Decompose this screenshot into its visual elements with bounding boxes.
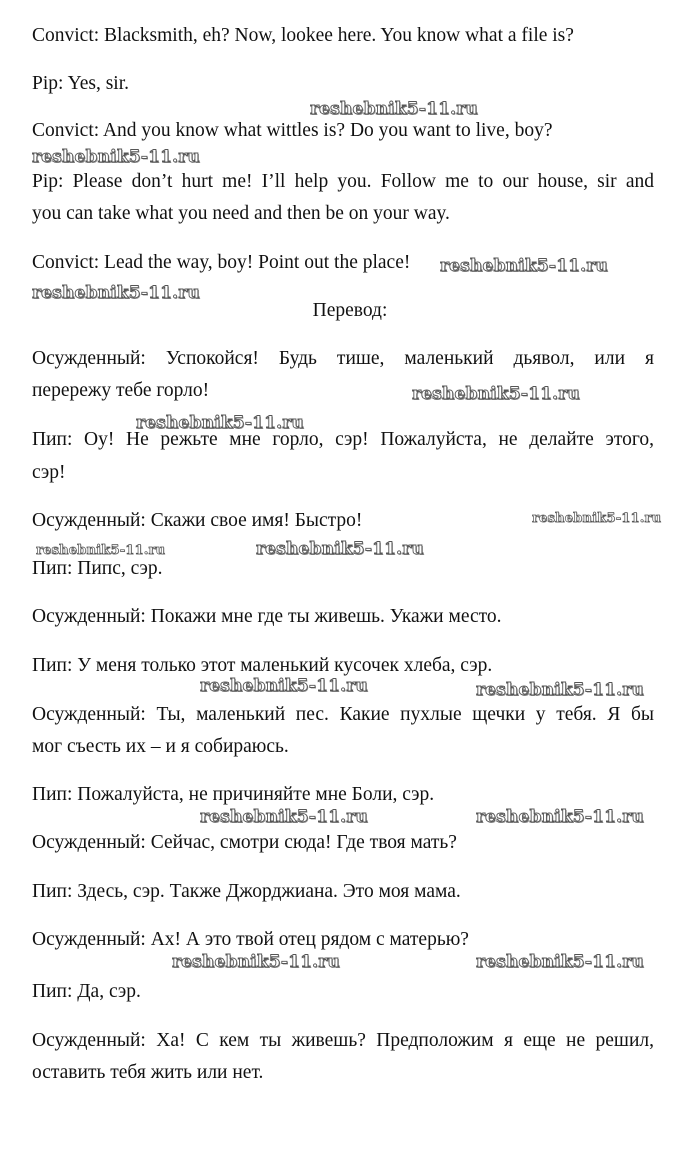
watermark: reshebnik5-11.ru xyxy=(440,256,608,276)
watermark: reshebnik5-11.ru xyxy=(476,807,644,827)
text-line: Пип: У меня только этот маленький кусочек хлеба, сэр. xyxy=(32,655,493,676)
watermark: reshebnik5-11.ru xyxy=(36,543,166,558)
text-line: Осужденный: Покажи мне где ты живешь. Укажи место. xyxy=(32,606,502,627)
text-line: Осужденный: Ты, маленький пес. Какие пухлые щечки у тебя. Я бы xyxy=(32,704,654,725)
translation-heading: Перевод: xyxy=(312,300,388,321)
text-line: Pip: Please don’t hurt me! I’ll help you. Follow me to our house, sir and xyxy=(32,171,654,192)
watermark: reshebnik5-11.ru xyxy=(200,807,368,827)
watermark: reshebnik5-11.ru xyxy=(532,511,662,526)
watermark: reshebnik5-11.ru xyxy=(136,413,304,433)
text-line: перережу тебе горло! xyxy=(32,380,210,401)
text-line: Осужденный: Ах! А это твой отец рядом с матерью? xyxy=(32,929,469,950)
text-line: Осужденный: Ха! С кем ты живешь? Предположим я еще не решил, xyxy=(32,1030,654,1051)
text-line: Осужденный: Скажи свое имя! Быстро! xyxy=(32,510,363,531)
watermark: reshebnik5-11.ru xyxy=(32,147,200,167)
text-line: you can take what you need and then be on your way. xyxy=(32,203,450,224)
text-line: Пип: Пипс, сэр. xyxy=(32,558,163,579)
text-line: Пип: Здесь, сэр. Также Джорджиана. Это моя мама. xyxy=(32,881,461,902)
text-line: Pip: Yes, sir. xyxy=(32,73,130,94)
text-line: Осужденный: Сейчас, смотри сюда! Где твоя мать? xyxy=(32,832,457,853)
watermark: reshebnik5-11.ru xyxy=(200,676,368,696)
watermark: reshebnik5-11.ru xyxy=(412,384,580,404)
text-line: сэр! xyxy=(32,462,66,483)
watermark: reshebnik5-11.ru xyxy=(476,952,644,972)
watermark: reshebnik5-11.ru xyxy=(476,680,644,700)
watermark: reshebnik5-11.ru xyxy=(172,952,340,972)
watermark: reshebnik5-11.ru xyxy=(256,539,424,559)
text-line: Осужденный: Успокойся! Будь тише, маленький дьявол, или я xyxy=(32,348,654,369)
text-line: мог съесть их – и я собираюсь. xyxy=(32,736,289,757)
text-line: Convict: Lead the way, boy! Point out the place! xyxy=(32,252,411,273)
text-line: Пип: Оу! Не режьте мне горло, сэр! Пожалуйста, не делайте этого, xyxy=(32,429,654,450)
text-line: Convict: And you know what wittles is? Do you want to live, boy? xyxy=(32,120,553,141)
watermark: reshebnik5-11.ru xyxy=(32,283,200,303)
text-line: Пип: Пожалуйста, не причиняйте мне Боли, сэр. xyxy=(32,784,435,805)
text-line: Convict: Blacksmith, eh? Now, lookee here. You know what a file is? xyxy=(32,25,574,46)
text-line: Пип: Да, сэр. xyxy=(32,981,141,1002)
text-line: оставить тебя жить или нет. xyxy=(32,1062,264,1083)
watermark: reshebnik5-11.ru xyxy=(310,99,478,119)
